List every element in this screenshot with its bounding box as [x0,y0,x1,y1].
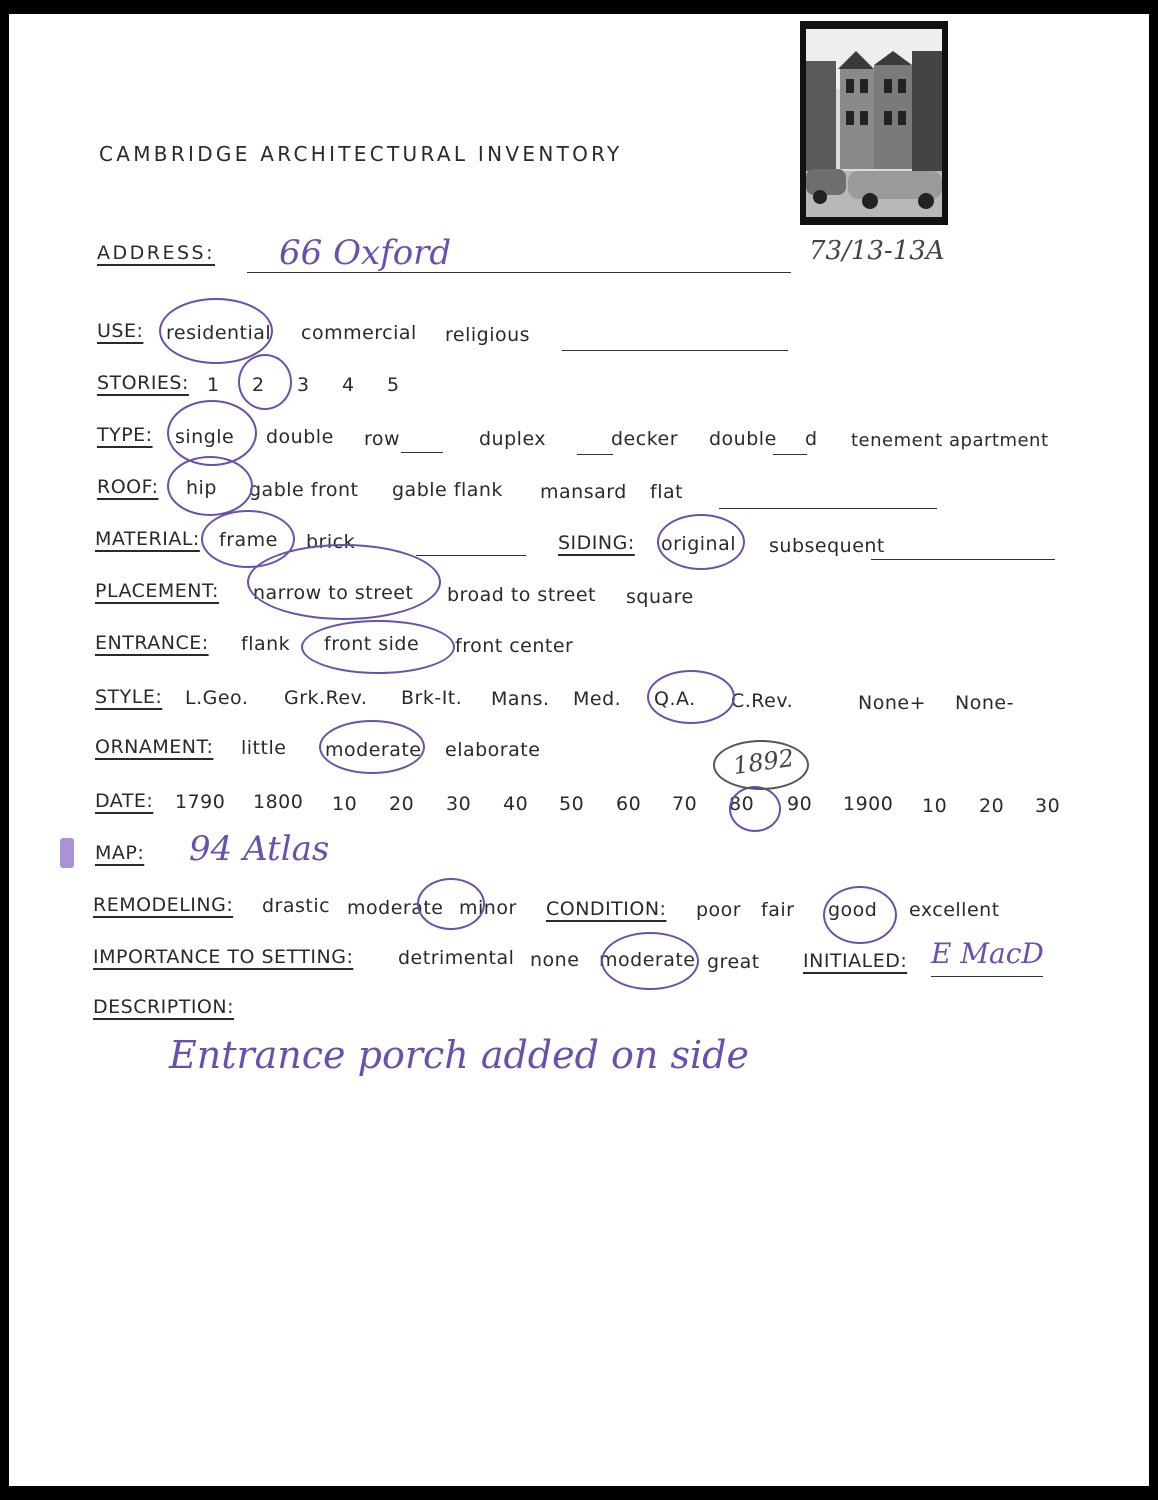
placement-option-square[interactable]: square [626,586,694,608]
type-option-double-d[interactable]: double [709,428,777,450]
entrance-option-front-center[interactable]: front center [455,635,574,657]
date-written-year: 1892 [731,743,796,781]
stories-option-3[interactable]: 3 [297,374,310,396]
use-option-religious[interactable]: religious [445,324,531,346]
importance-option-moderate[interactable]: moderate [599,949,696,971]
style-label: STYLE: [95,686,163,708]
stories-option-2[interactable]: 2 [252,374,265,396]
stories-option-4[interactable]: 4 [342,374,355,396]
material-label: MATERIAL: [95,528,200,550]
condition-option-poor[interactable]: poor [696,899,742,921]
type-option-tenement[interactable]: tenement [851,430,943,451]
material-other-line [416,555,526,556]
date-option-70[interactable]: 70 [672,793,698,815]
type-option-apartment[interactable]: apartment [949,430,1049,451]
placement-option-broad[interactable]: broad to street [447,584,597,606]
roof-option-flat[interactable]: flat [650,481,684,503]
date-option-50[interactable]: 50 [559,793,585,815]
roof-option-gable-flank[interactable]: gable flank [392,479,503,501]
date-option-40[interactable]: 40 [503,793,529,815]
roof-option-gable-front[interactable]: gable front [249,479,359,501]
condition-option-excellent[interactable]: excellent [909,899,1000,921]
date-option-20[interactable]: 20 [389,793,415,815]
date-option-1900[interactable]: 1900 [843,793,894,815]
building-photo [800,21,948,225]
date-option-1920[interactable]: 20 [979,795,1005,817]
roof-option-hip[interactable]: hip [186,477,217,499]
style-option-crev[interactable]: C.Rev. [731,690,794,712]
siding-label: SIDING: [558,532,635,554]
remodeling-option-drastic[interactable]: drastic [262,895,331,917]
style-option-mans[interactable]: Mans. [491,688,550,710]
stories-option-5[interactable]: 5 [387,374,400,396]
roof-label: ROOF: [97,476,159,498]
siding-option-original[interactable]: original [661,533,737,555]
style-option-lgeo[interactable]: L.Geo. [185,687,249,709]
type-option-d[interactable]: d [805,428,818,450]
entrance-option-front-side[interactable]: front side [324,633,420,655]
remodeling-option-minor[interactable]: minor [459,897,517,919]
date-label: DATE: [95,790,154,812]
type-double-d-line [773,454,807,455]
initialed-label: INITIALED: [803,950,908,972]
map-value[interactable]: 94 Atlas [189,829,330,869]
date-option-1930[interactable]: 30 [1035,795,1061,817]
roof-option-mansard[interactable]: mansard [540,481,627,503]
style-option-med[interactable]: Med. [573,688,622,710]
address-value[interactable]: 66 Oxford [279,233,452,273]
date-option-80[interactable]: 80 [729,793,755,815]
stories-option-1[interactable]: 1 [207,374,220,396]
ornament-option-elaborate[interactable]: elaborate [445,739,541,761]
style-option-brkit[interactable]: Brk-It. [401,687,463,709]
map-label: MAP: [95,842,145,864]
ornament-option-little[interactable]: little [241,737,287,759]
condition-label: CONDITION: [546,898,667,920]
inventory-form [9,14,1149,1486]
siding-other-line [871,559,1055,560]
date-option-1790[interactable]: 1790 [175,791,226,813]
style-option-none-plus[interactable]: None+ [858,692,926,714]
form-title: CAMBRIDGE ARCHITECTURAL INVENTORY [99,142,623,166]
address-label: ADDRESS: [97,242,215,264]
date-option-30[interactable]: 30 [446,793,472,815]
type-option-decker[interactable]: decker [611,428,679,450]
importance-option-great[interactable]: great [707,951,760,973]
material-option-frame[interactable]: frame [219,529,278,551]
style-option-grkrev[interactable]: Grk.Rev. [284,687,368,709]
condition-option-fair[interactable]: fair [761,899,795,921]
use-option-commercial[interactable]: commercial [301,322,417,344]
placement-option-narrow[interactable]: narrow to street [253,582,414,604]
style-option-none-minus[interactable]: None- [955,692,1014,714]
initialed-line [931,976,1043,977]
use-option-residential[interactable]: residential [166,322,272,344]
type-option-duplex[interactable]: duplex [479,428,547,450]
importance-option-detrimental[interactable]: detrimental [398,947,515,969]
style-option-qa[interactable]: Q.A. [654,688,696,710]
ornament-label: ORNAMENT: [95,736,214,758]
entrance-option-flank[interactable]: flank [241,633,291,655]
type-decker-line [577,454,613,455]
type-option-row[interactable]: row [364,428,401,450]
date-option-1910[interactable]: 10 [922,795,948,817]
remodeling-option-moderate[interactable]: moderate [347,897,444,919]
stories-label: STORIES: [97,372,189,394]
description-label: DESCRIPTION: [93,996,235,1018]
date-option-60[interactable]: 60 [616,793,642,815]
importance-label: IMPORTANCE TO SETTING: [93,946,354,968]
stories-selection-circle [238,354,292,410]
file-number: 73/13-13A [809,236,945,266]
use-other-line [562,350,788,351]
date-option-10[interactable]: 10 [332,793,358,815]
roof-other-line [719,508,937,509]
date-option-1800[interactable]: 1800 [253,791,304,813]
initialed-value[interactable]: E MacD [931,937,1044,970]
material-option-brick[interactable]: brick [306,531,356,553]
highlighter-mark [60,838,74,868]
placement-label: PLACEMENT: [95,580,219,602]
date-option-90[interactable]: 90 [787,793,813,815]
use-label: USE: [97,320,144,342]
type-option-double[interactable]: double [266,426,334,448]
description-value[interactable]: Entrance porch added on side [169,1033,749,1077]
importance-option-none[interactable]: none [530,949,580,971]
entrance-label: ENTRANCE: [95,632,209,654]
condition-option-good[interactable]: good [828,899,878,921]
remodeling-label: REMODELING: [93,894,234,916]
siding-option-subsequent[interactable]: subsequent [769,535,885,557]
type-row-line [401,452,443,453]
type-option-single[interactable]: single [175,426,235,448]
type-label: TYPE: [97,424,153,446]
ornament-option-moderate[interactable]: moderate [325,739,422,761]
